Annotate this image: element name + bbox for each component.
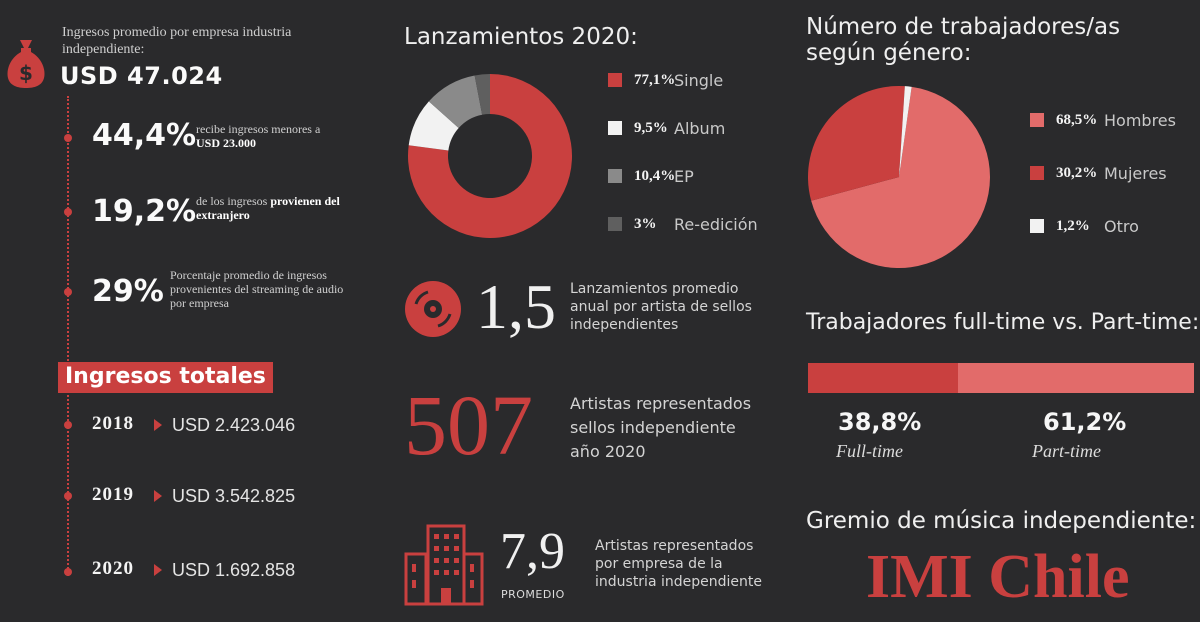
legend-swatch xyxy=(608,73,622,87)
year-2020: 2020 xyxy=(92,558,134,579)
stat-low-income-pct: 44,4% xyxy=(92,118,197,153)
timeline-dot xyxy=(64,568,72,576)
building-icon xyxy=(404,524,484,606)
timeline-dot xyxy=(64,421,72,429)
vinyl-record-icon xyxy=(404,280,462,338)
stat-streaming-note: Porcentaje promedio de ingresos provenientes del streaming de audio por empresa xyxy=(170,268,344,310)
releases-per-artist-value: 1,5 xyxy=(476,271,556,342)
artists-per-company-value: 7,9 xyxy=(500,523,565,580)
total-2018-value: USD 2.423.046 xyxy=(172,415,296,435)
money-bag-icon xyxy=(6,36,46,88)
legend-label: Hombres xyxy=(1104,110,1176,130)
legend-item xyxy=(1030,163,1167,183)
stat-low-income-note: recibe ingresos menores a USD 23.000 xyxy=(196,122,321,150)
legend-swatch xyxy=(608,121,622,135)
timeline-dot xyxy=(64,134,72,142)
legend-swatch xyxy=(1030,219,1044,233)
parttime-pct: 61,2% xyxy=(1043,408,1127,436)
legend-label: EP xyxy=(674,166,694,186)
stat-foreign-income-pct: 19,2% xyxy=(92,194,197,229)
parttime-bar-segment xyxy=(958,363,1194,393)
parttime-label: Part-time xyxy=(1032,441,1101,461)
legend-item xyxy=(1030,110,1176,130)
arrow-right-icon xyxy=(154,419,162,431)
gender-donut-chart xyxy=(808,86,990,268)
artists-per-company-desc: Artistas representados por empresa de la industria independiente xyxy=(595,538,762,590)
legend-value: 10,4% xyxy=(634,167,676,184)
legend-item xyxy=(608,214,758,234)
releases-legend xyxy=(608,70,788,240)
legend-swatch xyxy=(1030,166,1044,180)
releases-donut-chart xyxy=(408,74,572,238)
avg-income-value: USD 47.024 xyxy=(60,62,223,90)
releases-per-artist-desc: Lanzamientos promedio anual por artista de sellos independientes xyxy=(570,281,752,333)
fulltime-chart-title: Trabajadores full-time vs. Part-time: xyxy=(806,310,1200,335)
fulltime-label: Full-time xyxy=(836,441,903,461)
legend-label: Album xyxy=(674,118,726,138)
gender-chart-title: Número de trabajadores/as según género: xyxy=(806,14,1121,66)
stat-streaming-pct: 29% xyxy=(92,274,164,309)
fulltime-bar-segment xyxy=(808,363,958,393)
legend-swatch xyxy=(1030,113,1044,127)
total-income-title: Ingresos totales xyxy=(58,362,273,393)
gender-legend xyxy=(1030,110,1198,250)
year-2019: 2019 xyxy=(92,484,134,505)
legend-item xyxy=(1030,216,1139,236)
legend-value: 77,1% xyxy=(634,71,676,88)
releases-chart-title: Lanzamientos 2020: xyxy=(404,24,638,50)
timeline-dot xyxy=(64,288,72,296)
legend-value: 3% xyxy=(634,215,657,232)
guild-title: Gremio de música independiente: xyxy=(806,508,1197,534)
timeline-dot xyxy=(64,208,72,216)
timeline-line xyxy=(67,96,69,576)
legend-label: Re-edición xyxy=(674,214,758,234)
legend-label: Mujeres xyxy=(1104,163,1167,183)
arrow-right-icon xyxy=(154,490,162,502)
legend-item xyxy=(608,118,725,138)
legend-value: 68,5% xyxy=(1056,111,1098,128)
legend-value: 9,5% xyxy=(634,119,668,136)
total-2019-value: USD 3.542.825 xyxy=(172,486,296,506)
artists-per-company-sub: PROMEDIO xyxy=(501,588,565,601)
stat-foreign-income-note: de los ingresos provienen del extranjero xyxy=(196,194,340,222)
legend-item xyxy=(608,166,694,186)
brand-logo-text: IMI Chile xyxy=(866,543,1130,611)
legend-value: 1,2% xyxy=(1056,217,1090,234)
artists-represented-value: 507 xyxy=(404,377,533,473)
fulltime-pct: 38,8% xyxy=(838,408,922,436)
arrow-right-icon xyxy=(154,564,162,576)
legend-value: 30,2% xyxy=(1056,164,1098,181)
legend-item xyxy=(608,70,723,90)
legend-swatch xyxy=(608,217,622,231)
svg-text:$: $ xyxy=(19,61,33,85)
legend-label: Single xyxy=(674,70,724,90)
year-2018: 2018 xyxy=(92,413,134,434)
legend-swatch xyxy=(608,169,622,183)
timeline-dot xyxy=(64,492,72,500)
legend-label: Otro xyxy=(1104,216,1139,236)
avg-income-label: Ingresos promedio por empresa industria independiente: xyxy=(62,25,292,57)
total-2020-value: USD 1.692.858 xyxy=(172,560,296,580)
fulltime-bar xyxy=(808,363,1194,393)
artists-represented-desc: Artistas representados sellos independiente año 2020 xyxy=(570,394,752,461)
